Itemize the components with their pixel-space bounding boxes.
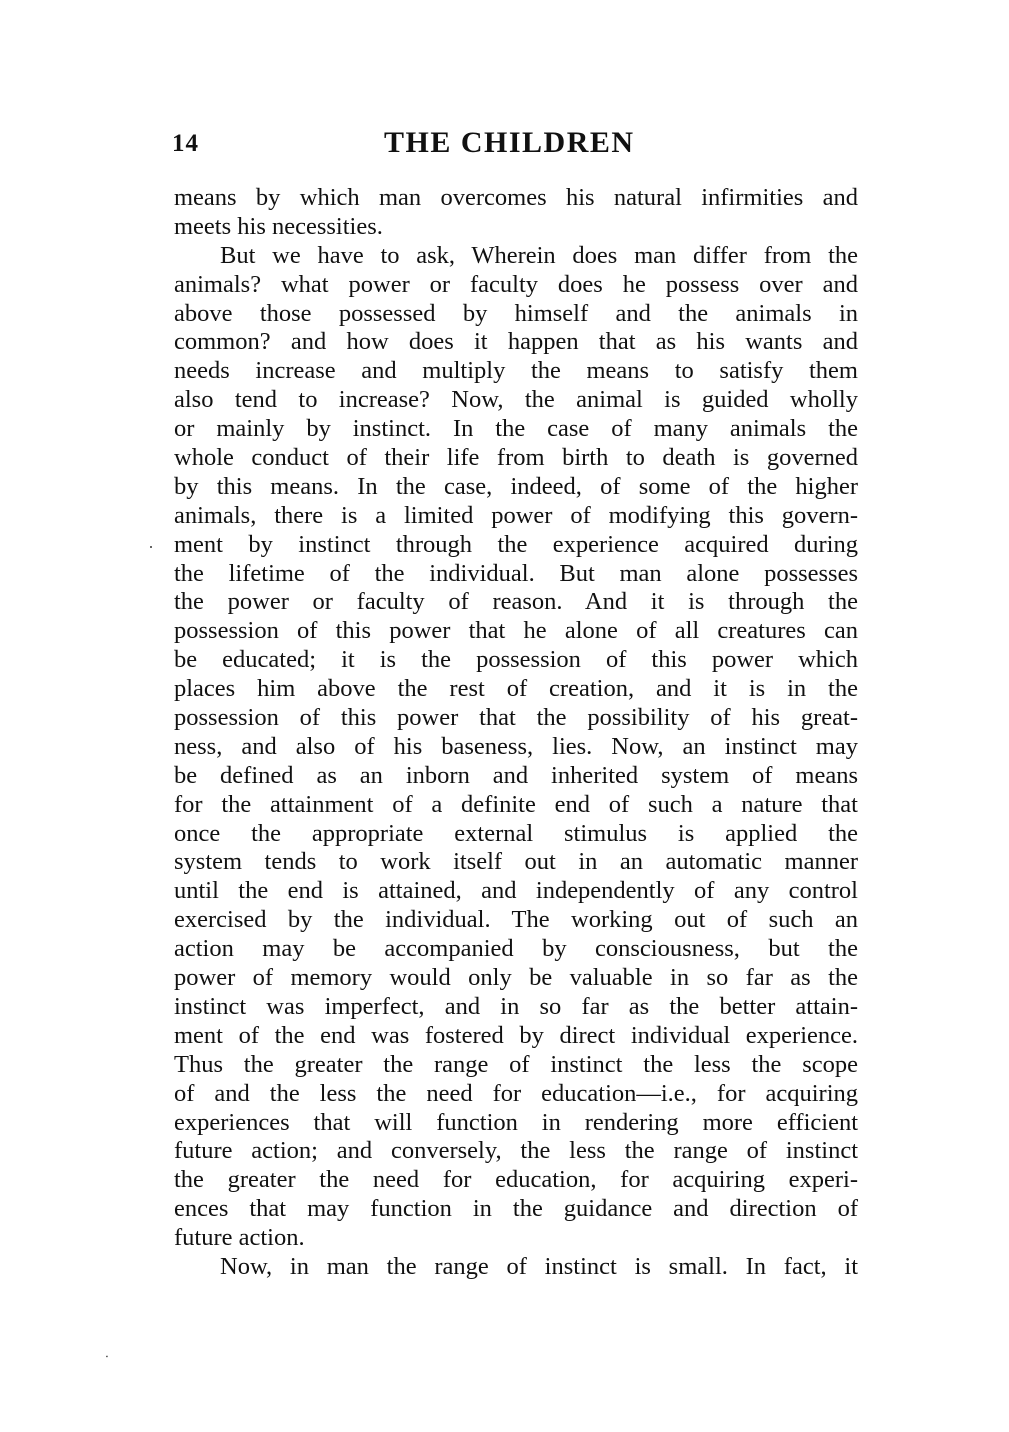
body-text [174, 184, 858, 1282]
text-line: ment by instinct through the experience acquired during [174, 530, 858, 558]
text-line: future action. [174, 1224, 305, 1252]
text-line: needs increase and multiply the means to satisfy them [174, 357, 858, 385]
text-line: be defined as an inborn and inherited system of means [174, 761, 858, 789]
scan-speck: · [101, 1349, 112, 1366]
text-line: instinct was imperfect, and in so far as the better attain- [174, 992, 858, 1020]
text-line: experiences that will function in rendering more efficient [174, 1108, 858, 1136]
text-line: ness, and also of his baseness, lies. Now, an instinct may [174, 732, 858, 760]
text-line: action may be accompanied by consciousness, but the [174, 935, 858, 963]
text-line: Thus the greater the range of instinct the less the scope [174, 1050, 858, 1078]
text-line: meets his necessities. [174, 212, 383, 240]
text-line: ment of the end was fostered by direct individual experience. [174, 1021, 858, 1049]
text-line: animals? what power or faculty does he possess over and [174, 270, 858, 298]
page-number: 14 [172, 130, 199, 157]
text-line: ences that may function in the guidance and direction of [174, 1195, 858, 1223]
text-line: system tends to work itself out in an automatic manner [174, 848, 858, 876]
text-line: the greater the need for education, for acquiring experi- [174, 1166, 858, 1194]
page-header [172, 126, 860, 166]
text-line: the lifetime of the individual. But man alone possesses [174, 559, 858, 587]
text-line: by this means. In the case, indeed, of some of the higher [174, 472, 858, 500]
text-line: future action; and conversely, the less the range of instinct [174, 1137, 858, 1165]
text-line: or mainly by instinct. In the case of many animals the [174, 415, 858, 443]
text-line: animals, there is a limited power of modifying this govern- [174, 501, 858, 529]
text-line: the power or faculty of reason. And it is through the [174, 588, 858, 616]
text-line: for the attainment of a definite end of such a nature that [174, 790, 858, 818]
text-line: Now, in man the range of instinct is small. In fact, it [220, 1252, 858, 1280]
scan-speck [150, 546, 152, 548]
text-line: above those possessed by himself and the animals in [174, 299, 858, 327]
text-line: common? and how does it happen that as his wants and [174, 328, 858, 356]
text-line: But we have to ask, Wherein does man differ from the [220, 241, 858, 269]
text-line: power of memory would only be valuable in so far as the [174, 964, 858, 992]
text-line: possession of this power that he alone of all creatures can [174, 617, 858, 645]
text-line: until the end is attained, and independently of any control [174, 877, 858, 905]
running-head: THE CHILDREN [384, 126, 635, 159]
text-line: once the appropriate external stimulus is applied the [174, 819, 858, 847]
text-line: of and the less the need for education—i.e., for acquiring [174, 1079, 858, 1107]
text-line: possession of this power that the possibility of his great- [174, 704, 858, 732]
text-line: places him above the rest of creation, and it is in the [174, 675, 858, 703]
text-line: be educated; it is the possession of this power which [174, 646, 858, 674]
text-line: means by which man overcomes his natural infirmities and [174, 184, 858, 211]
text-line: whole conduct of their life from birth to death is governed [174, 444, 858, 472]
text-line: exercised by the individual. The working out of such an [174, 906, 858, 934]
text-line: also tend to increase? Now, the animal is guided wholly [174, 386, 858, 414]
